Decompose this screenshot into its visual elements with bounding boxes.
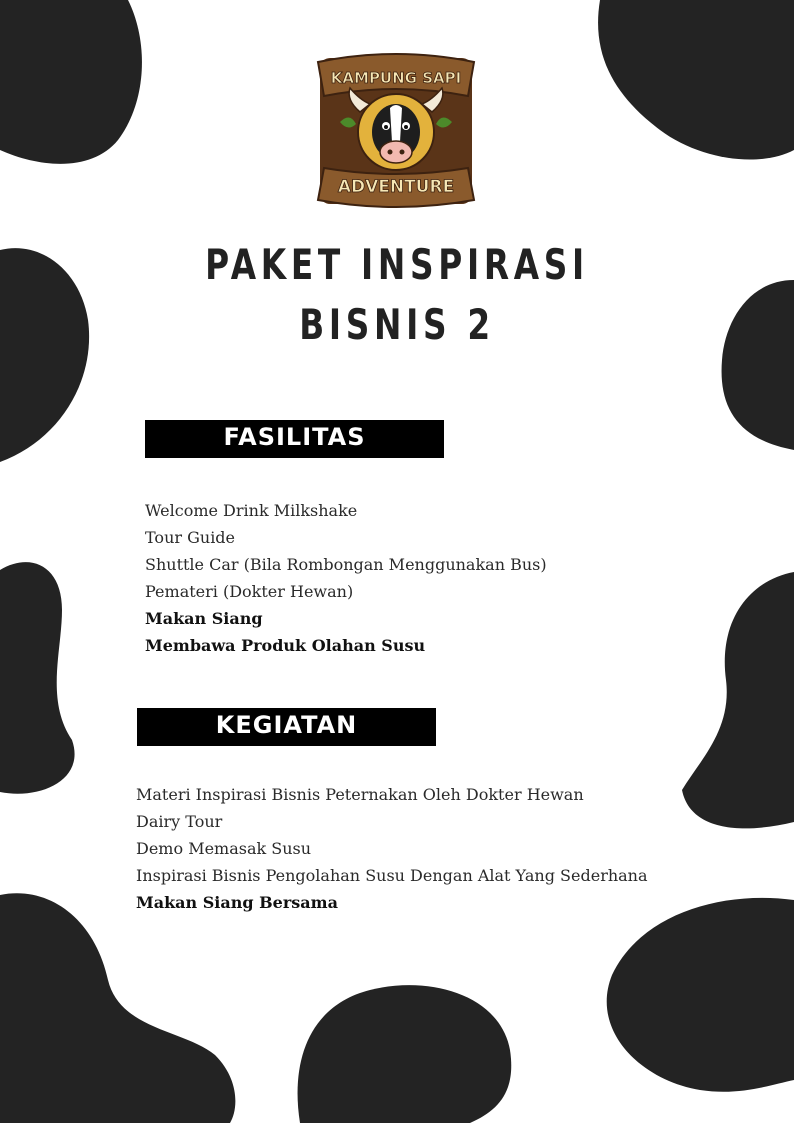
cow-spot-left-upper [0, 248, 89, 462]
fasilitas-heading: FASILITAS [145, 420, 444, 458]
list-item: Pemateri (Dokter Hewan) [145, 582, 354, 601]
list-item: Tour Guide [145, 528, 236, 547]
list-item: Welcome Drink Milkshake [145, 501, 358, 520]
kampung-sapi-adventure-logo [316, 52, 476, 208]
logo-top-text: KAMPUNG SAPI [330, 69, 462, 87]
cow-spot-left-middle [0, 562, 75, 794]
page-title-line-2: BISNIS 2 [299, 300, 495, 349]
list-item: Materi Inspirasi Bisnis Peternakan Oleh Dokter Hewan [136, 785, 584, 804]
list-item: Membawa Produk Olahan Susu [145, 636, 426, 655]
list-item: Shuttle Car (Bila Rombongan Menggunakan Bus) [145, 555, 547, 574]
cow-spot-top-left [0, 0, 142, 164]
logo-bottom-text: ADVENTURE [337, 177, 455, 197]
cow-spot-right-middle [682, 572, 794, 828]
cow-spot-right-upper [722, 280, 794, 450]
cow-spot-bottom-left [0, 893, 235, 1123]
page-title-line-1: PAKET INSPIRASI [205, 240, 589, 289]
list-item: Inspirasi Bisnis Pengolahan Susu Dengan Alat Yang Sederhana [136, 866, 648, 885]
cow-spot-bottom-center [298, 985, 512, 1123]
list-item: Makan Siang [145, 609, 263, 628]
list-item: Dairy Tour [136, 812, 223, 831]
cow-spot-bottom-right [607, 898, 794, 1092]
cow-spot-top-right [598, 0, 794, 160]
list-item: Makan Siang Bersama [136, 893, 338, 912]
kegiatan-list [136, 781, 648, 916]
kegiatan-heading: KEGIATAN [137, 708, 436, 746]
fasilitas-list [145, 497, 547, 659]
list-item: Demo Memasak Susu [136, 839, 312, 858]
